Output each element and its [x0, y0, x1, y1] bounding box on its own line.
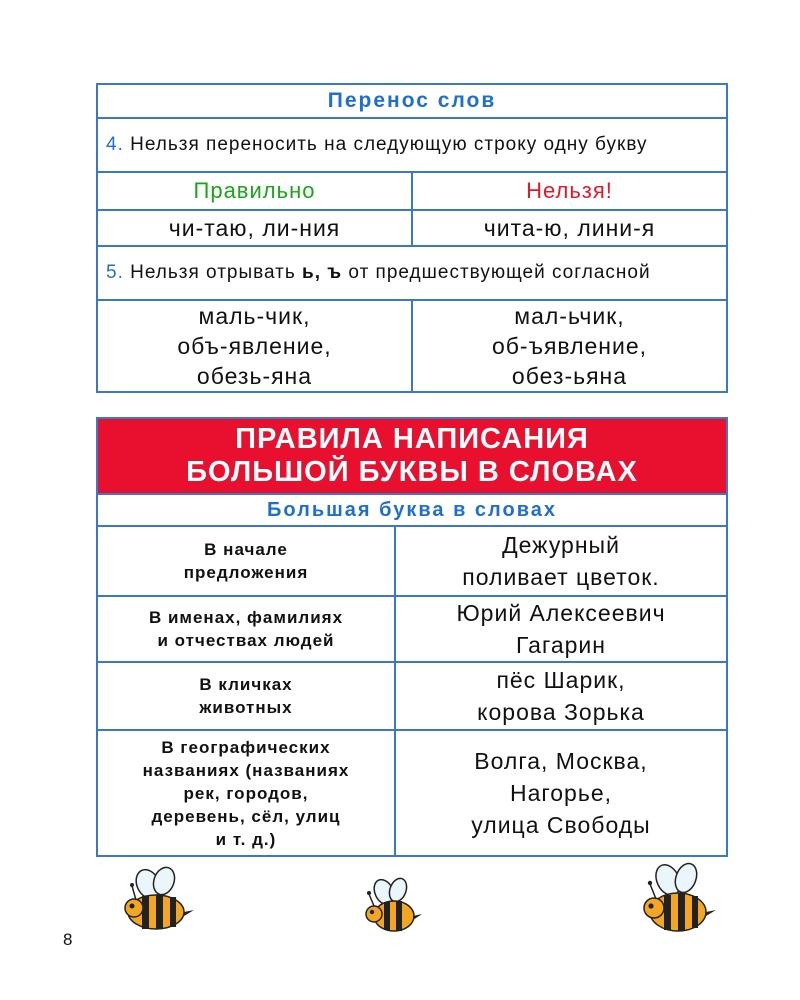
hyphenation-title: Перенос слов [97, 84, 727, 118]
bee-icon [118, 866, 200, 936]
case-line: названиях (названиях [142, 760, 350, 780]
rule-4-number: 4. [106, 134, 124, 155]
page-number: 8 [63, 930, 73, 949]
capitals-title-line: ПРАВИЛА НАПИСАНИЯ [235, 423, 589, 455]
case-names [97, 596, 395, 662]
example-line: улица Свободы [471, 812, 651, 838]
example-5-correct-line: маль-чик, [198, 303, 311, 329]
case-line: предложения [183, 563, 309, 582]
case-line: животных [199, 698, 293, 717]
example-line: корова Зорька [477, 699, 645, 725]
rule-4 [97, 118, 727, 172]
capital-letters-table [96, 417, 728, 857]
rule-5-text-before: Нельзя отрывать [130, 262, 303, 283]
example-line: Дежурный [502, 532, 620, 558]
example-line: Волга, Москва, [474, 748, 648, 774]
case-line: и отчествах людей [157, 631, 335, 650]
case-line: В начале [204, 540, 288, 559]
case-line: В географических [161, 737, 331, 757]
example-line: Нагорье, [509, 780, 613, 806]
example-5-wrong-line: об-ъявление, [491, 333, 648, 359]
rule-5 [97, 246, 727, 300]
case-geographic-names [97, 730, 395, 856]
wrong-label: Нельзя! [412, 172, 727, 210]
example-5-wrong [412, 300, 727, 392]
hyphenation-table [96, 83, 728, 393]
example-sentence-start [395, 526, 727, 596]
example-4-correct: чи-таю, ли-ния [97, 210, 412, 246]
example-geographic-names [395, 730, 727, 856]
example-4-wrong: чита-ю, лини-я [412, 210, 727, 246]
example-5-wrong-line: обез-ьяна [511, 363, 628, 389]
example-line: Юрий Алексеевич [456, 600, 666, 626]
bee-icon [356, 876, 428, 938]
rule-5-letters: ь, ъ [302, 262, 343, 283]
case-line: рек, городов, [183, 783, 309, 803]
capitals-title-line: БОЛЬШОЙ БУКВЫ В СЛОВАХ [186, 456, 638, 488]
example-line: поливает цветок. [462, 564, 660, 590]
example-line: пёс Шарик, [496, 667, 626, 693]
example-line: Гагарин [516, 632, 606, 658]
case-animal-names [97, 662, 395, 730]
example-5-wrong-line: мал-ьчик, [514, 303, 625, 329]
bee-icon [634, 862, 718, 938]
case-sentence-start [97, 526, 395, 596]
capitals-subtitle: Большая буква в словах [97, 494, 727, 526]
example-5-correct-line: объ-явление, [177, 333, 332, 359]
correct-label: Правильно [97, 172, 412, 210]
case-line: В именах, фамилиях [148, 608, 344, 627]
rule-5-number: 5. [106, 262, 124, 283]
rule-5-text-after: от предшествующей согласной [342, 262, 651, 283]
example-5-correct [97, 300, 412, 392]
example-animal-names [395, 662, 727, 730]
example-5-correct-line: обезь-яна [196, 363, 313, 389]
capitals-title [97, 418, 727, 494]
case-line: В кличках [199, 675, 293, 694]
case-line: и т. д.) [215, 829, 277, 849]
rule-4-text: Нельзя переносить на следующую строку одну букву [130, 134, 648, 155]
example-names [395, 596, 727, 662]
case-line: деревень, сёл, улиц [151, 806, 341, 826]
